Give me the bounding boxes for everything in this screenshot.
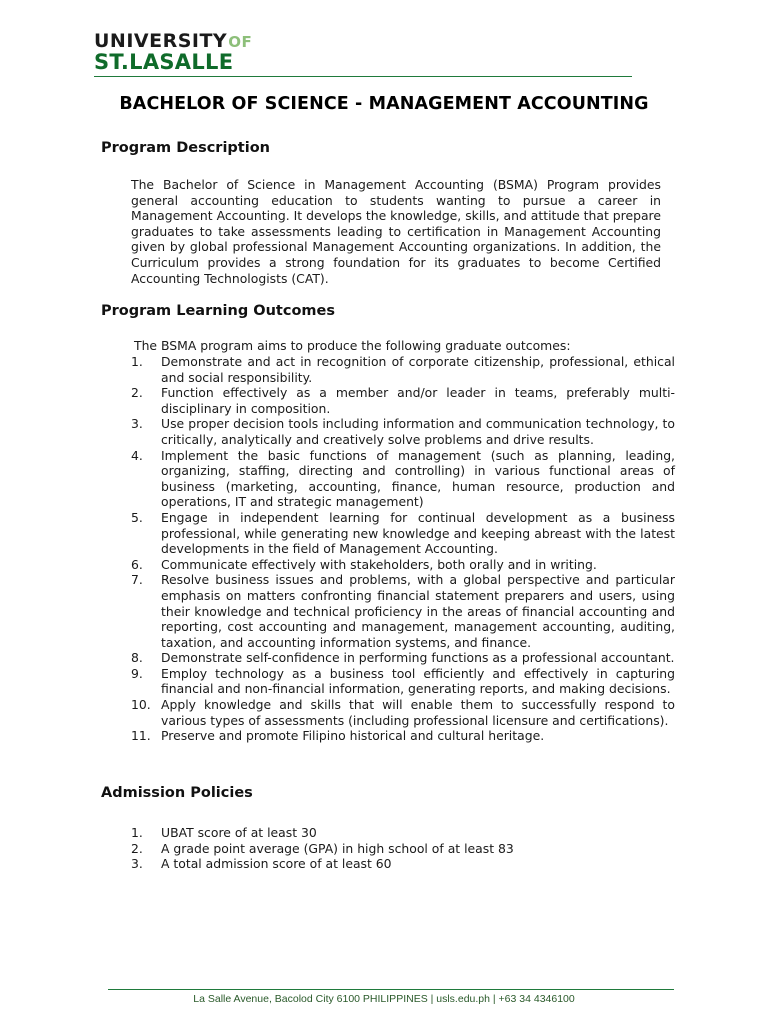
list-item-number: 11. xyxy=(131,728,151,744)
list-item-text: Employ technology as a business tool efficiently and effectively in capturing financial and non-financial information, generating reports, and making decisions. xyxy=(161,665,675,697)
list-item xyxy=(131,697,675,728)
list-item-number: 4. xyxy=(131,447,143,463)
list-item-number: 2. xyxy=(131,840,143,856)
list-item-text: Resolve business issues and problems, with a global perspective and particular emphasis on matters confronting financial statement preparers and users, using their knowledge and technical proficiency in the areas of financial accounting and reporting, cost accounting and management, management accounting, auditing, taxation, and accounting information systems, and finance. xyxy=(161,572,675,650)
list-item-text: Communicate effectively with stakeholders, both orally and in writing. xyxy=(161,556,597,572)
list-item-text: Engage in independent learning for continual development as a business professional, while generating new knowledge and keeping abreast with the latest developments in the field of Management Accounting. xyxy=(161,509,675,557)
list-item-text: Preserve and promote Filipino historical and cultural heritage. xyxy=(161,728,545,744)
logo-line-university: UNIVERSITYOF xyxy=(94,30,253,52)
header-divider xyxy=(94,76,632,77)
list-item xyxy=(131,416,675,447)
list-item-text: Apply knowledge and skills that will enable them to successfully respond to various types of assessments (including professional licensure and certifications). xyxy=(161,697,675,728)
footer-divider xyxy=(108,989,674,990)
list-item-text: A total admission score of at least 60 xyxy=(161,856,392,872)
list-item xyxy=(131,557,675,573)
list-item xyxy=(131,825,675,841)
list-item xyxy=(131,354,675,385)
list-item-text: Implement the basic functions of management (such as planning, leading, organizing, staffing, directing and controlling) in various functional areas of business (marketing, accounting, finance, human resource, production and operations, IT and strategic management) xyxy=(161,447,675,510)
university-logo xyxy=(94,30,354,74)
list-item xyxy=(131,856,675,872)
logo-line-st-lasalle: ST.LASALLE xyxy=(94,50,234,74)
list-item-text: Demonstrate and act in recognition of corporate citizenship, professional, ethical and social responsibility. xyxy=(161,354,675,385)
list-item-number: 2. xyxy=(131,385,143,401)
list-item-number: 3. xyxy=(131,856,143,872)
logo-of: OF xyxy=(228,33,253,51)
list-item xyxy=(131,448,675,510)
list-item-number: 5. xyxy=(131,509,143,525)
heading-program-learning-outcomes: Program Learning Outcomes xyxy=(101,303,335,319)
admission-list xyxy=(131,825,675,872)
list-item-text: Demonstrate self-confidence in performing functions as a professional accountant. xyxy=(161,650,675,666)
list-item-text: UBAT score of at least 30 xyxy=(161,825,317,840)
list-item xyxy=(131,728,675,744)
list-item-number: 7. xyxy=(131,572,143,588)
list-item-number: 3. xyxy=(131,416,143,432)
list-item-number: 1. xyxy=(131,354,143,369)
list-item xyxy=(131,510,675,557)
list-item-text: A grade point average (GPA) in high school of at least 83 xyxy=(161,840,514,856)
list-item xyxy=(131,841,675,857)
footer-contact: La Salle Avenue, Bacolod City 6100 PHILIPPINES | usls.edu.ph | +63 34 4346100 xyxy=(193,993,575,1005)
heading-program-description: Program Description xyxy=(101,140,270,156)
list-item-text: Use proper decision tools including information and communication technology, to critically, analytically and creatively solve problems and drive results. xyxy=(161,416,675,447)
heading-admission-policies: Admission Policies xyxy=(101,785,253,801)
program-description-text: The Bachelor of Science in Management Accounting (BSMA) Program provides general accounting education to students wanting to pursue a career in Management Accounting. It develops the knowledge, skills, and attitude that prepare graduates to take assessments leading to certification in Management Accounting given by global professional Management Accounting organizations. In addition, the Curriculum provides a strong foundation for its graduates to become Certified Accounting Technologists (CAT). xyxy=(131,177,661,286)
list-item-number: 10. xyxy=(131,697,151,713)
outcomes-list xyxy=(131,354,675,744)
document-title: BACHELOR OF SCIENCE - MANAGEMENT ACCOUNTING xyxy=(119,94,649,114)
list-item xyxy=(131,385,675,416)
list-item xyxy=(131,572,675,650)
list-item-number: 8. xyxy=(131,650,143,666)
list-item-text: Function effectively as a member and/or leader in teams, preferably multi-disciplinary in composition. xyxy=(161,385,675,416)
list-item-number: 9. xyxy=(131,665,143,681)
list-item-number: 1. xyxy=(131,825,143,840)
list-item-number: 6. xyxy=(131,556,143,572)
outcomes-intro: The BSMA program aims to produce the following graduate outcomes: xyxy=(134,338,571,353)
list-item xyxy=(131,650,675,666)
list-item xyxy=(131,666,675,697)
